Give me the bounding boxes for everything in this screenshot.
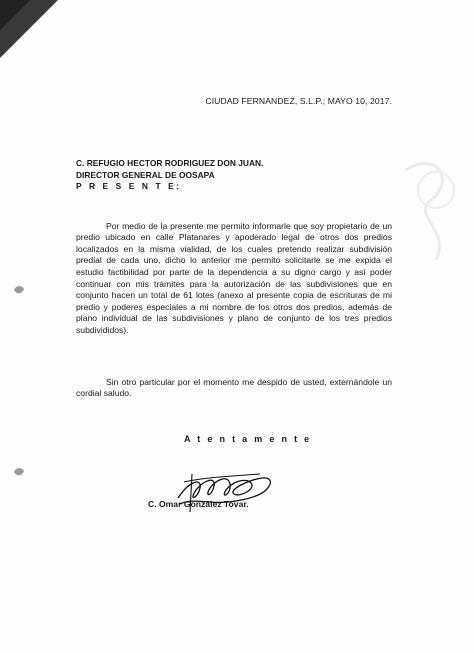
closing-paragraph: Sin otro particular por el momento me despido de usted, externándole un cordial saludo. — [76, 376, 392, 399]
addressee-block — [76, 158, 396, 193]
binder-hole-mark — [12, 284, 26, 296]
handwritten-signature — [170, 468, 280, 518]
addressee-title: DIRECTOR GENERAL DE OOSAPA — [76, 169, 215, 180]
date-line: CIUDAD FERNANDEZ, S.L.P.; MAYO 10, 2017. — [205, 96, 392, 106]
faint-stamp-mark — [396, 150, 466, 270]
folded-corner-shadow — [0, 0, 58, 58]
greeting: P R E S E N T E: — [76, 181, 182, 191]
signer-name: C. Omar González Tovar. — [148, 499, 249, 509]
sign-off: A t e n t a m e n t e — [184, 434, 312, 444]
addressee-name: C. REFUGIO HECTOR RODRIGUEZ DON JUAN. — [76, 158, 264, 168]
binder-hole-mark — [12, 466, 26, 478]
body-paragraph: Por medio de la presente me permito informarle que soy propietario de un predio ubicado en calle Platanares y apoderado legal de otros dos predios localizados en la misma vialidad, de los cuales pretendo realizar subdivisión predial de cada uno, dicho lo anterior me permito solicitarle se me expida el estudio factibilidad por parte de la dependencia a su digno cargo y así poder continuar con mis trámites para la autorización de las subdivisiones que en conjunto hacen un total de 61 lotes (anexo al presente copia de escrituras de mi predio y poderes especiales a mi nombre de los otros dos predios, además de plano individual de las subdivisiones y plano de conjunto de los tres predios subdivididos). — [76, 220, 392, 335]
